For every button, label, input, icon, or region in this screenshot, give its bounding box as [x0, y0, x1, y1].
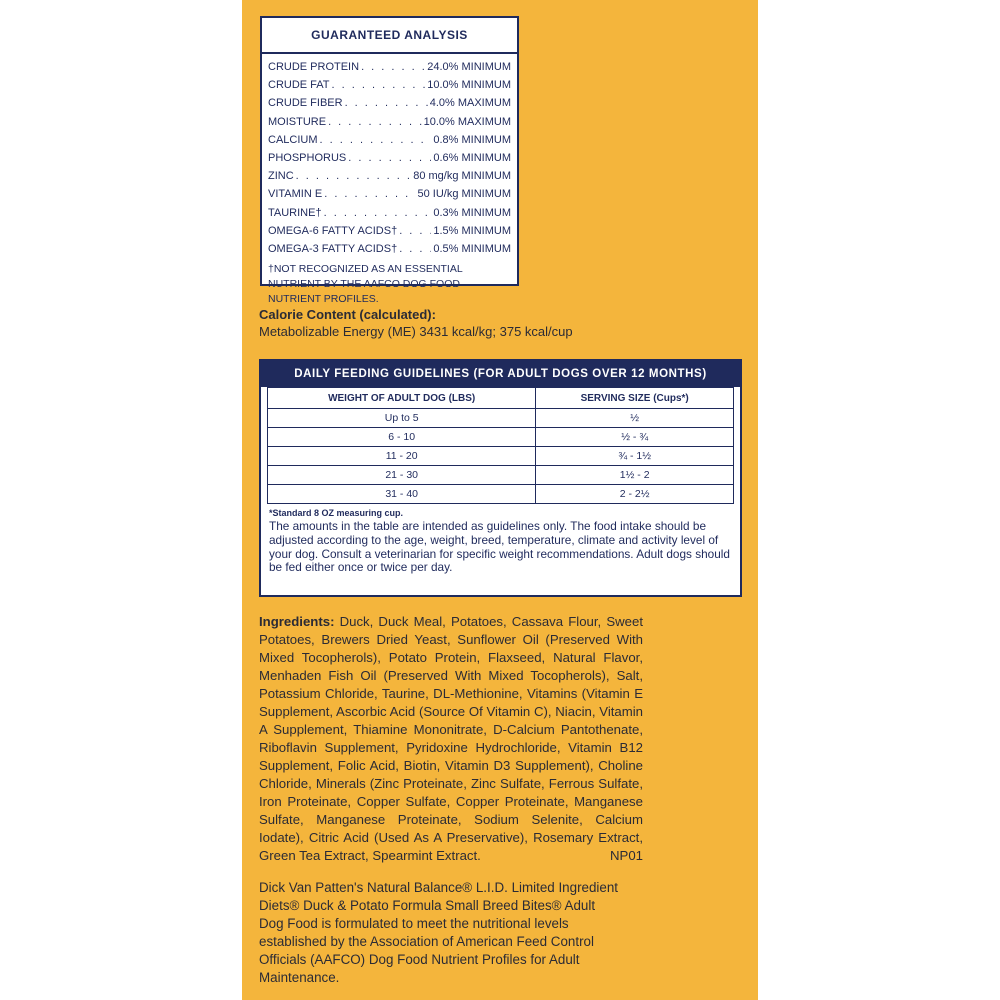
feeding-guidance-text: The amounts in the table are intended as guidelines only. The food intake should be adjusted according to the age, weight, breed, temperature, climate and activity level of your dog. Consult a veterinarian for specific weight recommendations. Adult dogs should be fed either once or twice per day. [269, 519, 730, 575]
analysis-row [268, 58, 511, 76]
serving-cell: 2 - 2½ [536, 485, 734, 504]
analysis-row [268, 167, 511, 185]
guaranteed-analysis-box [260, 16, 519, 306]
nutrient-name: CRUDE PROTEIN [268, 61, 360, 74]
calorie-text: Metabolizable Energy (ME) 3431 kcal/kg; 375 kcal/cup [259, 324, 573, 339]
dot-leader [332, 79, 426, 91]
weight-cell: 11 - 20 [268, 447, 536, 466]
nutrient-name: PHOSPHORUS [268, 152, 347, 165]
feeding-header-row [268, 388, 734, 409]
calorie-content [259, 306, 739, 340]
weight-cell: Up to 5 [268, 409, 536, 428]
serving-cell: ½ - ¾ [536, 428, 734, 447]
ingredients-text: Duck, Duck Meal, Potatoes, Cassava Flour, Sweet Potatoes, Brewers Dried Yeast, Sunflower Oil (Preserved With Mixed Tocopherols), Potato Protein, Flaxseed, Natural Flavor, Menhaden Fish Oil (Preserved With Mixed Tocopherols), Salt, Potassium Chloride, Taurine, DL-Methionine, Vitamins (Vitamin E Supplement, Ascorbic Acid (Source Of Vitamin C), Niacin, Vitamin A Supplement, Thiamine Mononitrate, D-Calcium Pantothenate, Riboflavin Supplement, Pyridoxine Hydrochloride, Vitamin B12 Supplement, Folic Acid, Biotin, Vitamin D3 Supplement), Choline Chloride, Minerals (Zinc Proteinate, Zinc Sulfate, Ferrous Sulfate, Iron Proteinate, Copper Sulfate, Copper Proteinate, Manganese Sulfate, Manganese Proteinate, Sodium Selenite, Calcium Iodate), Citric Acid (Used As A Preservative), Rosemary Extract, Green Tea Extract, Spearmint Extract. [259, 614, 643, 863]
ingredients-section [259, 613, 643, 865]
dot-leader [328, 116, 422, 128]
dot-leader [320, 134, 432, 146]
analysis-rows [262, 54, 517, 258]
weight-cell: 6 - 10 [268, 428, 536, 447]
weight-cell: 31 - 40 [268, 485, 536, 504]
nutrient-value: 0.5% MINIMUM [433, 242, 511, 255]
nutrient-name: VITAMIN E [268, 188, 323, 201]
calorie-heading: Calorie Content (calculated): [259, 307, 436, 322]
nutrient-value: 1.5% MINIMUM [433, 224, 511, 237]
table-row [268, 447, 734, 466]
table-row [268, 409, 734, 428]
aafco-statement: Dick Van Patten's Natural Balance® L.I.D. Limited Ingredient Diets® Duck & Potato Formula Small Breed Bites® Adult Dog Food is formulated to meet the nutritional levels established by the Association of American Feed Control Officials (AAFCO) Dog Food Nutrient Profiles for Adult Maintenance. [259, 880, 619, 985]
table-row [268, 466, 734, 485]
analysis-row [268, 185, 511, 203]
feeding-title: DAILY FEEDING GUIDELINES (FOR ADULT DOGS OVER 12 MONTHS) [261, 361, 740, 387]
weight-cell: 21 - 30 [268, 466, 536, 485]
nutrient-name: ZINC [268, 170, 294, 183]
weight-column-header: WEIGHT OF ADULT DOG (LBS) [268, 388, 536, 409]
measuring-cup-note: *Standard 8 OZ measuring cup. [269, 508, 404, 518]
nutrient-value: 80 mg/kg MINIMUM [413, 170, 511, 183]
dot-leader [296, 170, 412, 182]
dot-leader [399, 225, 431, 237]
dot-leader [348, 152, 431, 164]
nutrient-value: 4.0% MAXIMUM [429, 97, 511, 110]
nutrient-value: 24.0% MINIMUM [427, 61, 511, 74]
nutrient-name: MOISTURE [268, 115, 327, 128]
analysis-row [268, 240, 511, 258]
nutrient-name: CRUDE FAT [268, 79, 330, 92]
table-row [268, 428, 734, 447]
nutrient-name: TAURINE† [268, 206, 322, 219]
dot-leader [324, 188, 415, 200]
nutrient-name: CALCIUM [268, 133, 318, 146]
label-panel [242, 0, 758, 1000]
dot-leader [399, 243, 431, 255]
feeding-guidelines-box [259, 359, 742, 597]
analysis-row [268, 131, 511, 149]
nutrient-name: OMEGA-6 FATTY ACIDS† [268, 224, 398, 237]
ingredients-heading: Ingredients: [259, 614, 335, 629]
table-row [268, 485, 734, 504]
analysis-row [268, 76, 511, 94]
analysis-row [268, 94, 511, 112]
nutrient-name: OMEGA-3 FATTY ACIDS† [268, 242, 398, 255]
analysis-row [268, 149, 511, 167]
serving-column-header: SERVING SIZE (Cups*) [536, 388, 734, 409]
analysis-row [268, 204, 511, 222]
nutrient-value: 50 IU/kg MINIMUM [417, 188, 511, 201]
product-code: NP01 [610, 848, 643, 863]
analysis-row [268, 222, 511, 240]
serving-cell: 1½ - 2 [536, 466, 734, 485]
dot-leader [345, 97, 428, 109]
dot-leader [324, 207, 432, 219]
nutrient-value: 10.0% MAXIMUM [423, 115, 511, 128]
serving-cell: ½ [536, 409, 734, 428]
nutrient-name: CRUDE FIBER [268, 97, 343, 110]
serving-cell: ¾ - 1½ [536, 447, 734, 466]
dot-leader [361, 61, 425, 73]
feeding-table [267, 387, 734, 504]
nutrient-value: 0.3% MINIMUM [433, 206, 511, 219]
nutrient-value: 0.6% MINIMUM [433, 152, 511, 165]
analysis-footnote: †NOT RECOGNIZED AS AN ESSENTIAL NUTRIENT BY THE AAFCO DOG FOOD NUTRIENT PROFILES. [268, 263, 463, 306]
nutrient-value: 10.0% MINIMUM [427, 79, 511, 92]
guaranteed-analysis-title: GUARANTEED ANALYSIS [262, 18, 517, 54]
nutrient-value: 0.8% MINIMUM [433, 133, 511, 146]
analysis-row [268, 113, 511, 131]
